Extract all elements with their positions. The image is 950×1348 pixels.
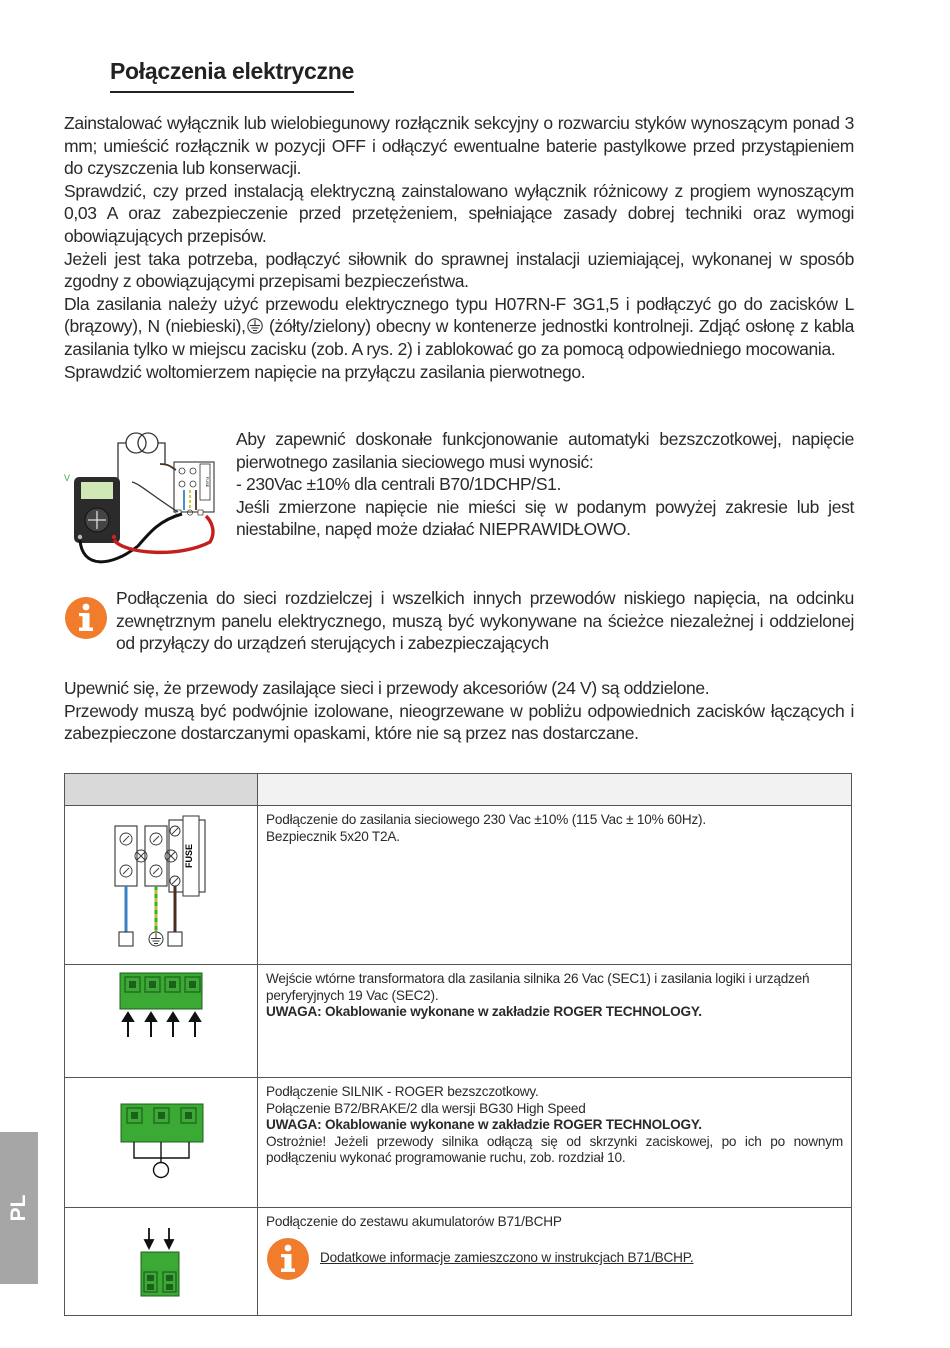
ground-icon: [246, 318, 264, 334]
motor-description: [258, 1078, 852, 1208]
page-title: Połączenia elektryczne: [110, 58, 354, 93]
mains-terminal-figure-cell: [65, 806, 258, 965]
note-line: Upewnić się, że przewody zasilające sieci i przewody akcesoriów (24 V) są oddzielone.: [64, 678, 710, 698]
secondary-warning: UWAGA: Okablowanie wykonane w zakładzie ROGER TECHNOLOGY.: [266, 1004, 702, 1019]
motor-line: Podłączenie SILNIK - ROGER bezszczotkowy.: [266, 1084, 539, 1099]
intro-cable-text-2: (żółty/zielony) obecny w kontenerze jednostki kontrolneji. Zdjąć osłonę z kabla zasilania tylko w miejscu zacisku (zob. A rys. 2) i zablokować go za pomocą odpowiedniego mocowania.: [64, 316, 854, 359]
motor-caution: Ostrożnie! Jeżeli przewody silnika odłączą się od skrzynki zaciskowej, po ich po nownym podłączeniu wykonać programowanie ruchu, zob. rozdział 10.: [266, 1133, 843, 1165]
meter-fuse-label: FUSE: [205, 476, 210, 488]
voltage-requirements: [236, 428, 854, 541]
note-line: Przewody muszą być podwójnie izolowane, nieogrzewane w pobliżu odpowiednich zacisków łączących i zabezpieczone dostarczanymi opaskami, które nie są przez nas dostarczane.: [64, 700, 854, 744]
battery-info-link[interactable]: Dodatkowe informacje zamieszczono w instrukcjach B71/BCHP.: [320, 1250, 694, 1266]
voltage-line: Jeśli zmierzone napięcie nie mieści się w podanym powyżej zakresie lub jest niestabilne, napęd może działać NIEPRAWIDŁOWO.: [236, 496, 854, 540]
fuse-label: FUSE: [184, 843, 194, 869]
table-row: [65, 965, 852, 1078]
battery-terminal-figure: [65, 1208, 257, 1303]
secondary-terminal-figure-cell: [65, 965, 258, 1078]
language-label: PL: [7, 1194, 30, 1222]
table-header-cell: [258, 774, 852, 806]
mains-line: Podłączenie do zasilania sieciowego 230 Vac ±10% (115 Vac ± 10% 60Hz).: [266, 812, 706, 827]
table-header-cell: [65, 774, 258, 806]
mains-description: [258, 806, 852, 965]
motor-terminal-figure-cell: [65, 1078, 258, 1208]
intro-paragraph: Jeżeli jest taka potrzeba, podłączyć siłownik do sprawnej instalacji uziemiającej, wykonanej w sposób zgodny z obowiązującymi przepisami bezpieczeństwa.: [64, 248, 854, 292]
multimeter-figure: [60, 424, 232, 574]
intro-text: [64, 112, 854, 383]
connections-table: [64, 773, 852, 1316]
battery-description: [258, 1208, 852, 1316]
secondary-description: [258, 965, 852, 1078]
motor-terminal-figure: [65, 1078, 257, 1195]
battery-info-note: [266, 1237, 843, 1281]
intro-paragraph: Sprawdzić woltomierzem napięcie na przyłączu zasilania pierwotnego.: [64, 361, 586, 382]
intro-cable-text: Dla zasilania należy użyć przewodu elektrycznego typu H07RN-F 3G1,5 i podłączyć go do zacisków L (brązowy), N (niebieski),: [64, 293, 854, 337]
intro-paragraph: Sprawdzić, czy przed instalacją elektryczną zainstalowano wyłącznik różnicowy z progiem wynoszącym 0,03 A oraz zabezpieczenie przed przetężeniem, spełniające zasady dobrej techniki oraz wymogi obowiązujących przepisów.: [64, 180, 854, 246]
mains-line: Bezpiecznik 5x20 T2A.: [266, 828, 400, 844]
wiring-note: [64, 677, 854, 745]
table-row: [65, 1078, 852, 1208]
mains-terminal-figure: [65, 806, 257, 952]
info-icon: [266, 1237, 310, 1281]
motor-warning: UWAGA: Okablowanie wykonane w zakładzie ROGER TECHNOLOGY.: [266, 1117, 702, 1132]
language-tab: [0, 1132, 38, 1284]
intro-paragraph: Zainstalować wyłącznik lub wielobiegunowy rozłącznik sekcyjny o rozwarciu styków wynoszącym ponad 3 mm; umieścić rozłącznik w pozycji OFF i odłączyć ewentualne baterie pastylkowe przed przystąpieniem do czyszczenia lub konserwacji.: [64, 113, 854, 179]
secondary-terminal-figure: [65, 965, 257, 1065]
voltage-line: Aby zapewnić doskonałe funkcjonowanie automatyki bezszczotkowej, napięcie pierwotnego zasilania sieciowego musi wynosić:: [236, 429, 854, 472]
info-icon: [64, 596, 108, 640]
meter-tick-label: V: [64, 473, 71, 483]
battery-line: Podłączenie do zestawu akumulatorów B71/BCHP: [266, 1214, 562, 1229]
warning-text: Podłączenia do sieci rozdzielczej i wszelkich innych przewodów niskiego napięcia, na odcinku zewnętrznym panelu elektrycznego, muszą być wykonywane na ścieżce niezależnej i oddzielonej od przyłączy do urządzeń sterujących i zabezpieczających: [116, 588, 854, 654]
motor-line: Połączenie B72/BRAKE/2 dla wersji BG30 High Speed: [266, 1100, 586, 1116]
secondary-line: Wejście wtórne transformatora dla zasilania silnika 26 Vac (SEC1) i zasilania logiki i urządzeń peryferyjnych 19 Vac (SEC2).: [266, 971, 810, 1003]
battery-terminal-figure-cell: [65, 1208, 258, 1316]
table-header-row: [65, 774, 852, 806]
voltage-line: - 230Vac ±10% dla centrali B70/1DCHP/S1.: [236, 474, 562, 495]
table-row: [65, 1208, 852, 1316]
intro-paragraph: [64, 293, 854, 361]
table-row: [65, 806, 852, 965]
